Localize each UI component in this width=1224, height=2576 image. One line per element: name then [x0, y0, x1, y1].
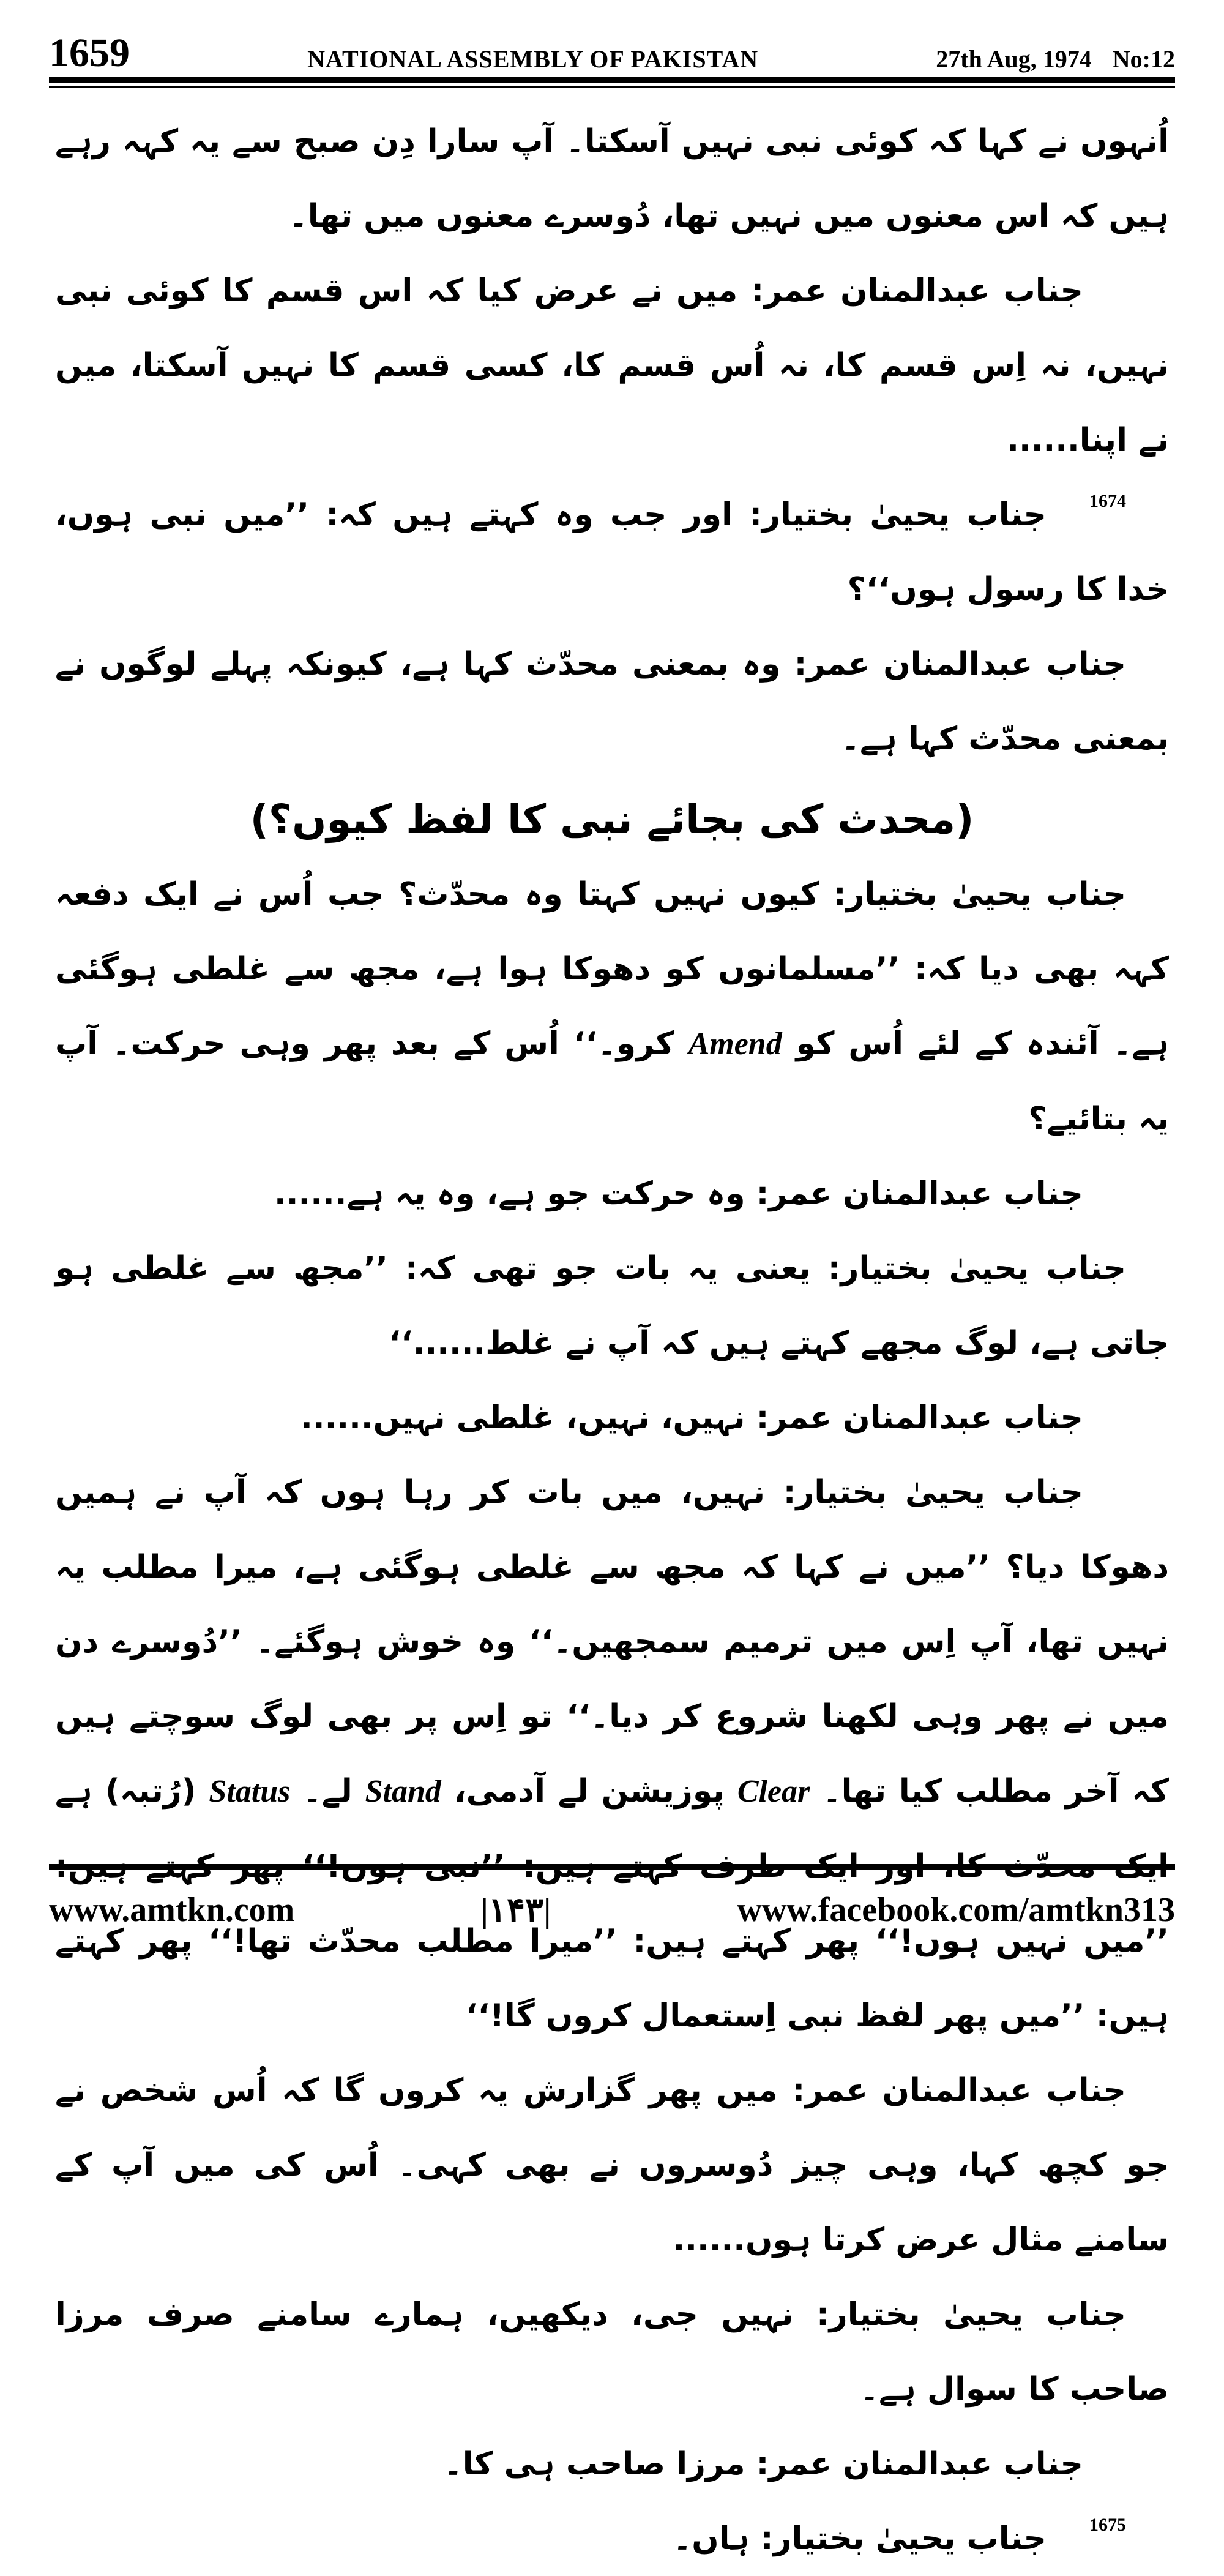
section-heading: (محدث کی بجائے نبی کا لفظ کیوں؟)	[250, 796, 974, 843]
paragraph-1: اُنہوں نے کہا کہ کوئی نبی نہیں آسکتا۔ آپ سارا دِن صبح سے یہ کہہ رہے ہیں کہ اس معنوں میں نہیں تھا، دُوسرے معنوں میں تھا۔	[55, 123, 1169, 234]
header-issue: No:12	[1112, 45, 1175, 73]
latin-term: Amend	[688, 1027, 782, 1061]
page-footer	[49, 1885, 1175, 1934]
paragraph-7: جناب یحییٰ بختیار: یعنی یہ بات جو تھی کہ: ’’مجھ سے غلطی ہو جاتی ہے، لوگ مجھے کہتے ہیں کہ آپ نے غلط......‘‘	[55, 1250, 1169, 1361]
paragraph-5: جناب یحییٰ بختیار: کیوں نہیں کہتا وہ محدّث؟ جب اُس نے ایک دفعہ کہہ بھی دیا کہ: ’’مسلمانوں کو دھوکا ہوا ہے، مجھ سے غلطی ہوگئی ہے۔ آئندہ کے لئے اُس کو Amend کرو۔‘‘ اُس کے بعد پھر وہی حرکت۔ آپ یہ بتائیے؟	[55, 876, 1169, 1137]
speaker-name: جناب عبدالمنان عمر:	[794, 646, 1126, 683]
paragraph-13: $^{1675}$جناب یحییٰ بختیار: ہاں۔	[673, 2515, 1126, 2557]
latin-term: Status	[209, 1774, 291, 1809]
paragraph-4: جناب عبدالمنان عمر: وہ بمعنی محدّث کہا ہے، کیونکہ پہلے لوگوں نے بمعنی محدّث کہا ہے۔	[55, 646, 1169, 757]
header-date: 27th Aug, 1974	[936, 45, 1092, 73]
footnote-marker: 1674	[1089, 491, 1126, 511]
speaker-name: جناب عبدالمنان عمر:	[756, 1399, 1083, 1436]
footer-page-marker: |۱۴۳|	[480, 1891, 551, 1930]
paragraph-12: جناب عبدالمنان عمر: مرزا صاحب ہی کا۔	[444, 2446, 1083, 2482]
header-rule	[49, 77, 1175, 83]
page-header	[49, 24, 1175, 73]
speaker-name: جناب یحییٰ بختیار:	[833, 876, 1126, 913]
paragraph-11: جناب یحییٰ بختیار: نہیں جی، دیکھیں، ہمارے سامنے صرف مرزا صاحب کا سوال ہے۔	[55, 2296, 1169, 2408]
paragraph-10: جناب عبدالمنان عمر: میں پھر گزارش یہ کروں گا کہ اُس شخص نے جو کچھ کہا، وہی چیز دُوسروں نے بھی کہی۔ اُس کی میں آپ کے سامنے مثال عرض کرتا ہوں......	[55, 2072, 1169, 2258]
paragraph-9: جناب یحییٰ بختیار: نہیں، میں بات کر رہا ہوں کہ آپ نے ہمیں دھوکا دیا؟ ’’میں نے کہا کہ مجھ سے غلطی ہوگئی ہے، میرا مطلب یہ نہیں تھا، آپ اِس میں ترمیم سمجھیں۔‘‘ وہ خوش ہوگئے۔ ’’دُوسرے دن میں نے پھر وہی لکھنا شروع کر دیا۔‘‘ تو اِس پر بھی لوگ سوچتے ہیں کہ آخر مطلب کیا تھا۔ Clear پوزیشن لے آدمی، Stand لے۔ Status (رُتبہ) ہے ایک محدّث کا، اور ایک طرف کہتے ہیں: ’’نبی ہوں!‘‘ پھر کہتے ہیں: ’’میں نہیں ہوں!‘‘ پھر کہتے ہیں: ’’میرا مطلب محدّث تھا!‘‘ پھر کہتے ہیں: ’’میں پھر لفظ نبی اِستعمال کروں گا!‘‘	[55, 1474, 1170, 2034]
page-number: 1659	[49, 31, 130, 75]
speaker-name: جناب عبدالمنان عمر:	[751, 272, 1083, 309]
speaker-name: جناب عبدالمنان عمر:	[792, 2072, 1126, 2109]
latin-term: Stand	[365, 1774, 441, 1809]
paragraph-2: جناب عبدالمنان عمر: میں نے عرض کیا کہ اس قسم کا کوئی نبی نہیں، نہ اِس قسم کا، نہ اُس قسم کا، کسی قسم کا نہیں آسکتا، میں نے اپنا......	[55, 272, 1169, 459]
header-rule-thin	[49, 86, 1175, 88]
paragraph-3: $^{1674}$جناب یحییٰ بختیار: اور جب وہ کہتے ہیں کہ: ’’میں نبی ہوں، خدا کا رسول ہوں‘‘؟	[55, 491, 1169, 608]
speaker-name: جناب یحییٰ بختیار:	[827, 1250, 1126, 1287]
speaker-name: جناب یحییٰ بختیار:	[783, 1474, 1083, 1511]
speaker-name: جناب عبدالمنان عمر:	[756, 2446, 1083, 2482]
paragraph-8: جناب عبدالمنان عمر: نہیں، نہیں، غلطی نہیں......	[300, 1399, 1083, 1436]
speaker-name: جناب یحییٰ بختیار:	[816, 2296, 1126, 2333]
speaker-name: جناب یحییٰ بختیار:	[749, 496, 1047, 533]
footer-rule	[49, 1864, 1175, 1870]
header-meta	[936, 45, 1175, 73]
footnote-marker: 1675	[1089, 2515, 1126, 2535]
header-title: NATIONAL ASSEMBLY OF PAKISTAN	[307, 45, 759, 73]
paragraph-6: جناب عبدالمنان عمر: وہ حرکت جو ہے، وہ یہ ہے......	[274, 1175, 1083, 1212]
footer-facebook-link[interactable]: www.facebook.com/amtkn313	[737, 1891, 1175, 1929]
footer-website-link[interactable]: www.amtkn.com	[49, 1891, 295, 1929]
speaker-name: جناب عبدالمنان عمر:	[756, 1175, 1083, 1212]
speaker-name: جناب یحییٰ بختیار:	[760, 2520, 1047, 2557]
latin-term: Clear	[737, 1774, 810, 1809]
